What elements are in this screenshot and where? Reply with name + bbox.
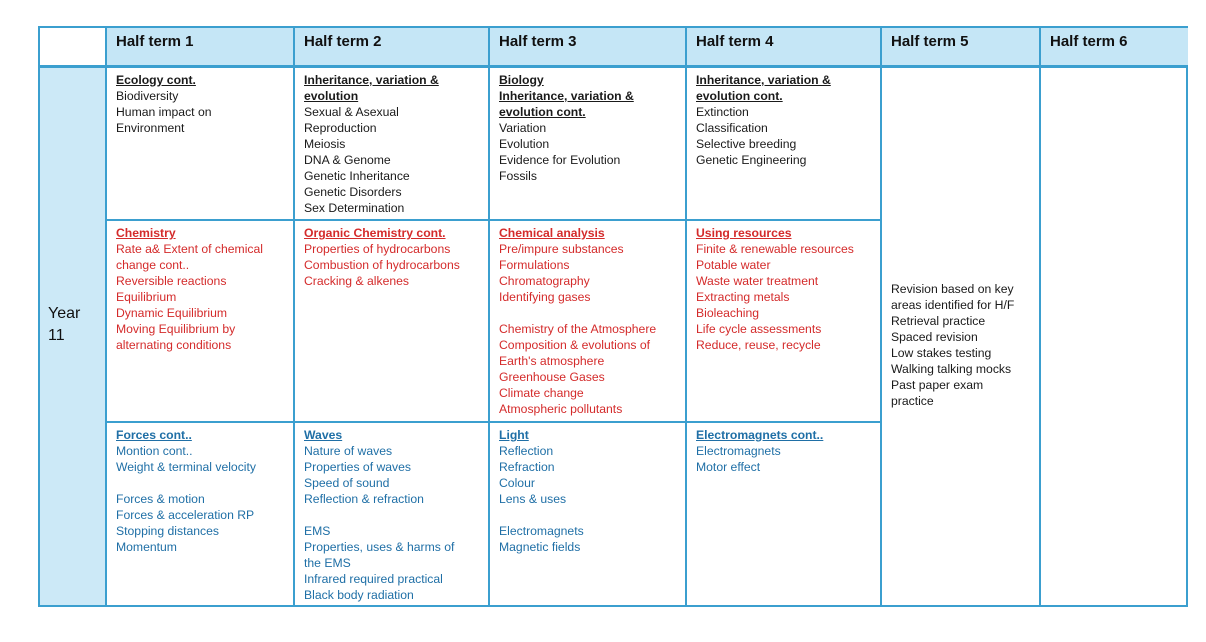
header-half-term-4: Half term 4 [687, 28, 882, 68]
physics-ht4: Electromagnets cont.. Electromagnets Motor effect [687, 423, 882, 605]
topic-title: Light [499, 428, 529, 442]
biology-ht4: Inheritance, variation & evolution cont. Extinction Classification Selective breeding Genetic Engineering [687, 68, 882, 221]
topic-title: Forces cont.. [116, 428, 192, 442]
topic-title: Inheritance, variation & [304, 73, 439, 87]
topic-title: evolution [304, 89, 359, 103]
topic-title: evolution cont. [696, 89, 783, 103]
header-half-term-1: Half term 1 [107, 28, 295, 68]
chemistry-ht1: Chemistry Rate a& Extent of chemical change cont.. Reversible reactions Equilibrium Dynamic Equilibrium Moving Equilibrium by alternating conditions [107, 221, 295, 423]
topic-title: Ecology cont. [116, 73, 196, 87]
curriculum-table [38, 26, 1188, 607]
topic-title: Electromagnets cont.. [696, 428, 824, 442]
topic-title: Biology [499, 73, 544, 87]
empty-ht6 [1041, 68, 1188, 605]
physics-ht1: Forces cont.. Montion cont.. Weight & terminal velocity Forces & motion Forces & acceleration RP Stopping distances Momentum [107, 423, 295, 605]
biology-ht3: Biology Inheritance, variation & evolution cont. Variation Evolution Evidence for Evolution Fossils [490, 68, 687, 221]
topic-title: evolution cont. [499, 105, 586, 119]
header-corner [40, 28, 107, 68]
topic-title: Inheritance, variation & [499, 89, 634, 103]
biology-ht1: Ecology cont. Biodiversity Human impact on Environment [107, 68, 295, 221]
topic-title: Chemistry [116, 226, 176, 240]
header-half-term-2: Half term 2 [295, 28, 490, 68]
topic-title: Using resources [696, 226, 792, 240]
physics-ht3: Light Reflection Refraction Colour Lens & uses Electromagnets Magnetic fields [490, 423, 687, 605]
revision-ht5: Revision based on key areas identified for H/F Retrieval practice Spaced revision Low stakes testing Walking talking mocks Past paper exam practice [882, 68, 1041, 605]
physics-ht2: Waves Nature of waves Properties of waves Speed of sound Reflection & refraction EMS Properties, uses & harms of the EMS Infrared required practical Black body radiation [295, 423, 490, 605]
header-half-term-5: Half term 5 [882, 28, 1041, 68]
topic-title: Chemical analysis [499, 226, 605, 240]
chemistry-ht4: Using resources Finite & renewable resources Potable water Waste water treatment Extracting metals Bioleaching Life cycle assessments Reduce, reuse, recycle [687, 221, 882, 423]
header-half-term-6: Half term 6 [1041, 28, 1188, 68]
header-half-term-3: Half term 3 [490, 28, 687, 68]
row-label-year-11 [40, 68, 107, 605]
chemistry-ht3: Chemical analysis Pre/impure substances Formulations Chromatography Identifying gases Chemistry of the Atmosphere Composition & evolutions of Earth's atmosphere Greenhouse Gases Climate change Atmospheric pollutants [490, 221, 687, 423]
topic-title: Organic Chemistry cont. [304, 226, 446, 240]
year-label: Year 11 [48, 305, 81, 344]
biology-ht2: Inheritance, variation & evolution Sexual & Asexual Reproduction Meiosis DNA & Genome Genetic Inheritance Genetic Disorders Sex Determination [295, 68, 490, 221]
topic-title: Inheritance, variation & [696, 73, 831, 87]
chemistry-ht2: Organic Chemistry cont. Properties of hydrocarbons Combustion of hydrocarbons Cracking & alkenes [295, 221, 490, 423]
topic-title: Waves [304, 428, 343, 442]
